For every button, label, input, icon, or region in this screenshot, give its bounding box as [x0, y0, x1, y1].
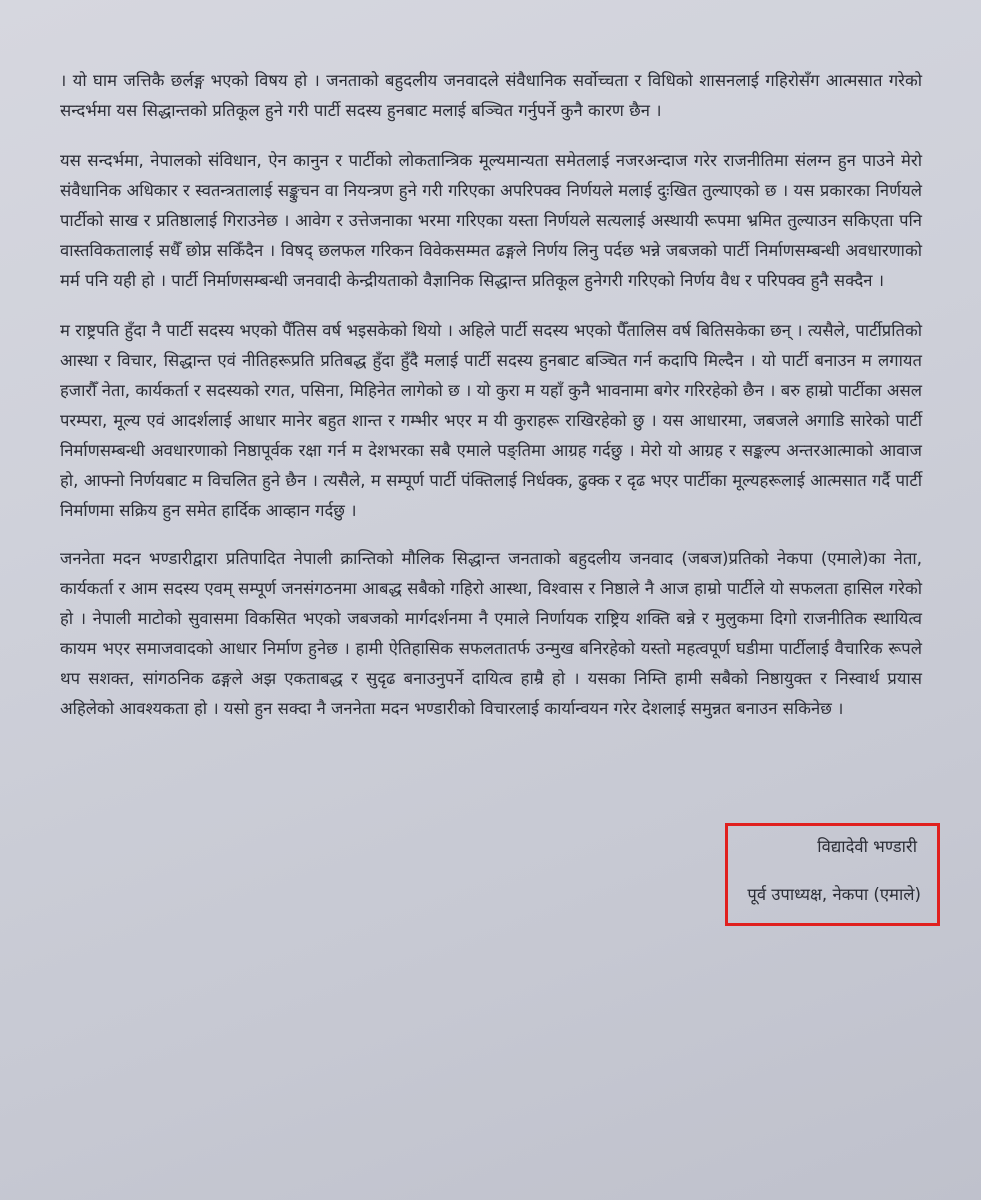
- signature-highlight-box: [725, 823, 940, 926]
- signatory-title: पूर्व उपाध्यक्ष, नेकपा (एमाले): [747, 885, 921, 904]
- paragraph-1: । यो घाम जत्तिकै छर्लङ्ग भएको विषय हो । जनताको बहुदलीय जनवादले संवैधानिक सर्वोच्चता र विधिको शासनलाई गहिरोसँग आत्मसात गरेको सन्दर्भमा यस सिद्धान्तको प्रतिकूल हुने गरी पार्टी सदस्य हुनबाट मलाई बञ्चित गर्नुपर्ने कुनै कारण छैन ।: [60, 71, 922, 120]
- signatory-name: विद्यादेवी भण्डारी: [817, 837, 917, 856]
- paragraph-2: यस सन्दर्भमा, नेपालको संविधान, ऐन कानुन र पार्टीको लोकतान्त्रिक मूल्यमान्यता समेतलाई नजरअन्दाज गरेर राजनीतिमा संलग्न हुन पाउने मेरो संवैधानिक अधिकार र स्वतन्त्रतालाई सङ्कुचन वा नियन्त्रण हुने गरी गरिएका अपरिपक्व निर्णयले मलाई दुःखित तुल्याएको छ । यस प्रकारका निर्णयले पार्टीको साख र प्रतिष्ठालाई गिराउनेछ । आवेग र उत्तेजनाका भरमा गरिएका यस्ता निर्णयले सत्यलाई अस्थायी रूपमा भ्रमित तुल्याउन सकिएता पनि वास्तविकतालाई सधैँ छोप्न सकिँदैन । विषद् छलफल गरिकन विवेकसम्मत ढङ्गले निर्णय लिनु पर्दछ भन्ने जबजको पार्टी निर्माणसम्बन्धी अवधारणाको मर्म पनि यही हो । पार्टी निर्माणसम्बन्धी जनवादी केन्द्रीयताको वैज्ञानिक सिद्धान्त प्रतिकूल हुनेगरी गरिएको निर्णय वैध र परिपक्व हुनै सक्दैन ।: [60, 151, 922, 290]
- paragraph-4: जननेता मदन भण्डारीद्वारा प्रतिपादित नेपाली क्रान्तिको मौलिक सिद्धान्त जनताको बहुदलीय जनवाद (जबज)प्रतिको नेकपा (एमाले)का नेता, कार्यकर्ता र आम सदस्य एवम् सम्पूर्ण जनसंगठनमा आबद्ध सबैको गहिरो आस्था, विश्वास र निष्ठाले नै आज हाम्रो पार्टीले यो सफलता हासिल गरेको हो । नेपाली माटोको सुवासमा विकसित भएको जबजको मार्गदर्शनमा नै एमाले निर्णायक राष्ट्रिय शक्ति बन्ने र मुलुकमा दिगो राजनीतिक स्थायित्व कायम भएर समाजवादको आधार निर्माण हुनेछ । हामी ऐतिहासिक सफलतातर्फ उन्मुख बनिरहेको यस्तो महत्वपूर्ण घडीमा पार्टीलाई वैचारिक रूपले थप सशक्त, सांगठनिक ढङ्गले अझ एकताबद्ध र सुदृढ बनाउनुपर्ने दायित्व हाम्रै हो । यसका निम्ति हामी सबैको निष्ठायुक्त र निस्वार्थ प्रयास अहिलेको आवश्यकता हो । यसो हुन सक्दा नै जननेता मदन भण्डारीको विचारलाई कार्यान्वयन गरेर देशलाई समुन्नत बनाउन सकिनेछ ।: [60, 549, 922, 718]
- document-body: [60, 66, 922, 744]
- paragraph-3: म राष्ट्रपति हुँदा नै पार्टी सदस्य भएको पैँतिस वर्ष भइसकेको थियो । अहिले पार्टी सदस्य भएको पैँतालिस वर्ष बितिसकेका छन् । त्यसैले, पार्टीप्रतिको आस्था र विचार, सिद्धान्त एवं नीतिहरूप्रति प्रतिबद्ध हुँदा हुँदै मलाई पार्टी सदस्य हुनबाट बञ्चित गर्न कदापि मिल्दैन । यो पार्टी बनाउन म लगायत हजारौँ नेता, कार्यकर्ता र सदस्यको रगत, पसिना, मिहिनेत लागेको छ । यो कुरा म यहाँ कुनै भावनामा बगेर गरिरहेको छैन । बरु हाम्रो पार्टीका असल परम्परा, मूल्य एवं आदर्शलाई आधार मानेर बहुत शान्त र गम्भीर भएर म यी कुराहरू राखिरहेको छु । यस आधारमा, जबजले अगाडि सारेको पार्टी निर्माणसम्बन्धी अवधारणाको निष्ठापूर्वक रक्षा गर्न म देशभरका सबै एमाले पङ्तिमा आग्रह गर्दछु । मेरो यो आग्रह र सङ्कल्प अन्तरआत्माको आवाज हो, आफ्नो निर्णयबाट म विचलित हुने छैन । त्यसैले, म सम्पूर्ण पार्टी पंक्तिलाई निर्धक्क, ढुक्क र दृढ भएर पार्टीका मूल्यहरूलाई आत्मसात गर्दै पार्टी निर्माणमा सक्रिय हुन समेत हार्दिक आव्हान गर्दछु ।: [60, 321, 922, 520]
